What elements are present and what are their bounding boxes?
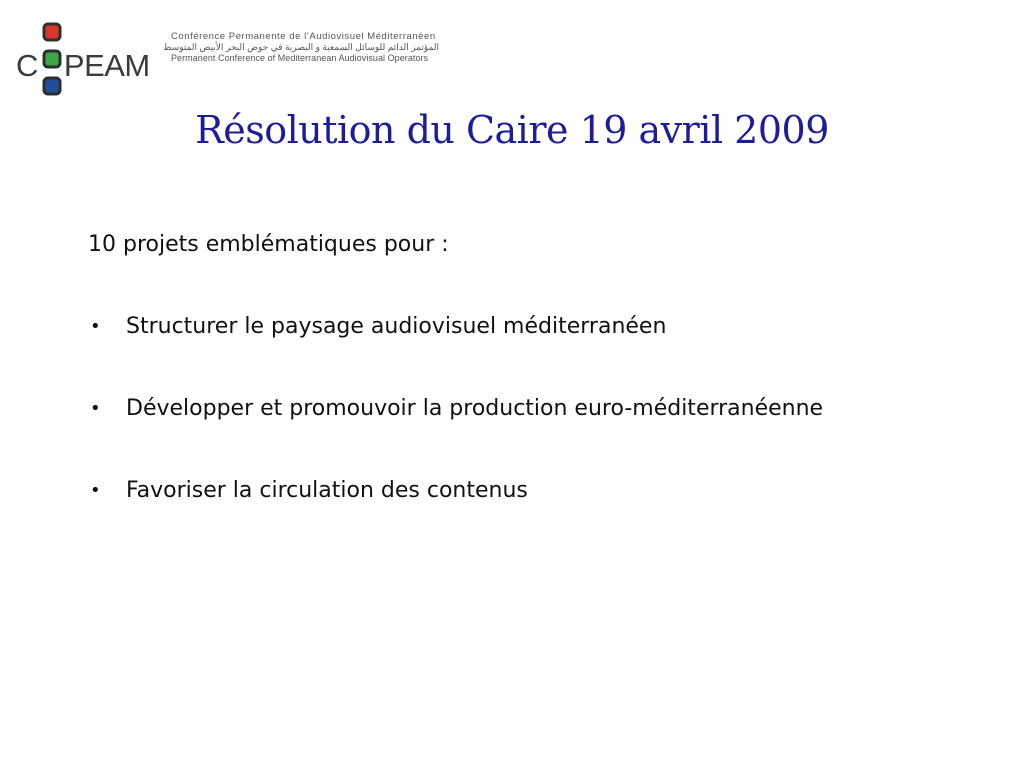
logo-tagline-arabic: المؤتمر الدائم للوسائل السمعية و البصرية في حوض البحر الأبيض المتوسط: [163, 42, 439, 52]
intro-text: 10 projets emblématiques pour :: [88, 232, 449, 257]
logo-tagline-english: Permanent Conference of Mediterranean Audiovisual Operators: [171, 53, 429, 63]
list-item: [88, 476, 988, 506]
bullet-icon: •: [90, 316, 101, 337]
list-item: [88, 394, 988, 424]
bullet-icon: •: [90, 480, 101, 501]
bullet-text: Structurer le paysage audiovisuel méditerranéen: [126, 314, 667, 339]
bullet-icon: •: [90, 398, 101, 419]
bullet-text: Favoriser la circulation des contenus: [126, 478, 528, 503]
logo-wordmark: [16, 50, 150, 81]
logo-tagline-french: Conférence Permanente de l’Audiovisuel Méditerranéen: [171, 31, 436, 42]
bullet-text: Développer et promouvoir la production euro-méditerranéenne: [126, 396, 824, 421]
list-item: [88, 312, 988, 342]
slide-title: Résolution du Caire 19 avril 2009: [195, 108, 829, 152]
logo-wordmark-rest: PEAM: [63, 48, 150, 83]
logo-tagline: [163, 31, 439, 64]
copeam-logo: [16, 22, 446, 96]
logo-wordmark-c: C: [16, 48, 38, 83]
bullet-list: [88, 312, 988, 506]
slide-body: [88, 230, 988, 506]
